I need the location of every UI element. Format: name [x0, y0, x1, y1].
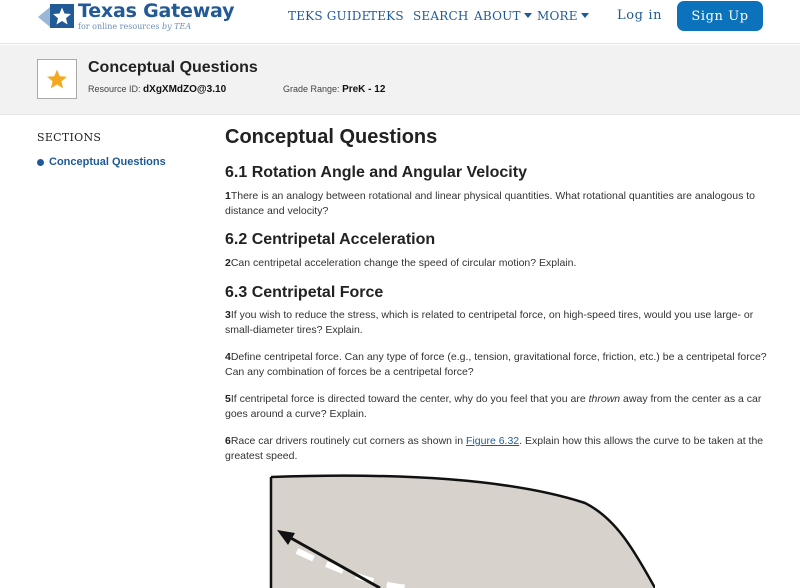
resource-header: [0, 45, 800, 115]
section-heading-6-2: 6.2 Centripetal Acceleration: [225, 231, 436, 248]
logo-title: Texas Gateway: [78, 0, 235, 22]
grade-range: Grade Range: PreK - 12: [283, 84, 386, 95]
question-6: 6Race car drivers routinely cut corners as shown in Figure 6.32. Explain how this allows the curve to be taken at the greatest speed.: [225, 435, 764, 462]
nav-teks[interactable]: TEKS: [369, 9, 404, 23]
logo-subtitle: for online resources by TEA: [78, 22, 192, 31]
question-5: 5If centripetal force is directed toward the center, why do you feel that you are thrown away from the center as a car goes around a curve? Explain.: [225, 393, 762, 420]
nav-teks-guide[interactable]: TEKS GUIDE: [288, 9, 371, 23]
resource-title: Conceptual Questions: [88, 59, 258, 76]
top-navbar: [0, 0, 800, 44]
nav-more[interactable]: MORE: [537, 9, 589, 23]
texas-gateway-logo[interactable]: [38, 0, 234, 34]
question-4: 4Define centripetal force. Can any type of force (e.g., tension, gravitational force, friction, etc.) be a centripetal force? Can any combination of forces be a centripetal force?: [225, 351, 767, 378]
question-1: 1There is an analogy between rotational and linear physical quantities. What rotational quantities are analogous to distance and velocity?: [225, 190, 756, 217]
question-3: 3If you wish to reduce the stress, which is related to centripetal force, on high-speed tires, would you use large- or small-diameter tires? Explain.: [225, 309, 754, 336]
bullet-dot-icon: [37, 159, 44, 166]
section-heading-6-1: 6.1 Rotation Angle and Angular Velocity: [225, 164, 527, 181]
signup-button[interactable]: Sign Up: [677, 1, 763, 31]
race-track-illustration: [255, 473, 655, 588]
sections-heading: SECTIONS: [37, 131, 102, 144]
question-2: 2Can centripetal acceleration change the speed of circular motion? Explain.: [225, 257, 577, 269]
figure-6-32-race-track: [255, 473, 655, 588]
resource-id: Resource ID: dXgXMdZO@3.10: [88, 84, 227, 95]
login-link[interactable]: Log in: [617, 8, 663, 23]
page-title: Conceptual Questions: [225, 126, 438, 148]
nav-about[interactable]: ABOUT: [474, 9, 532, 23]
section-heading-6-3: 6.3 Centripetal Force: [225, 284, 384, 301]
resource-star-icon[interactable]: [37, 59, 77, 99]
chevron-down-icon: [524, 13, 532, 18]
nav-search[interactable]: SEARCH: [413, 9, 469, 23]
chevron-down-icon: [581, 13, 589, 18]
logo-star-icon: [38, 1, 72, 31]
figure-6-32-link[interactable]: Figure 6.32: [466, 435, 520, 447]
sidebar-item-conceptual-questions[interactable]: Conceptual Questions: [37, 156, 166, 168]
